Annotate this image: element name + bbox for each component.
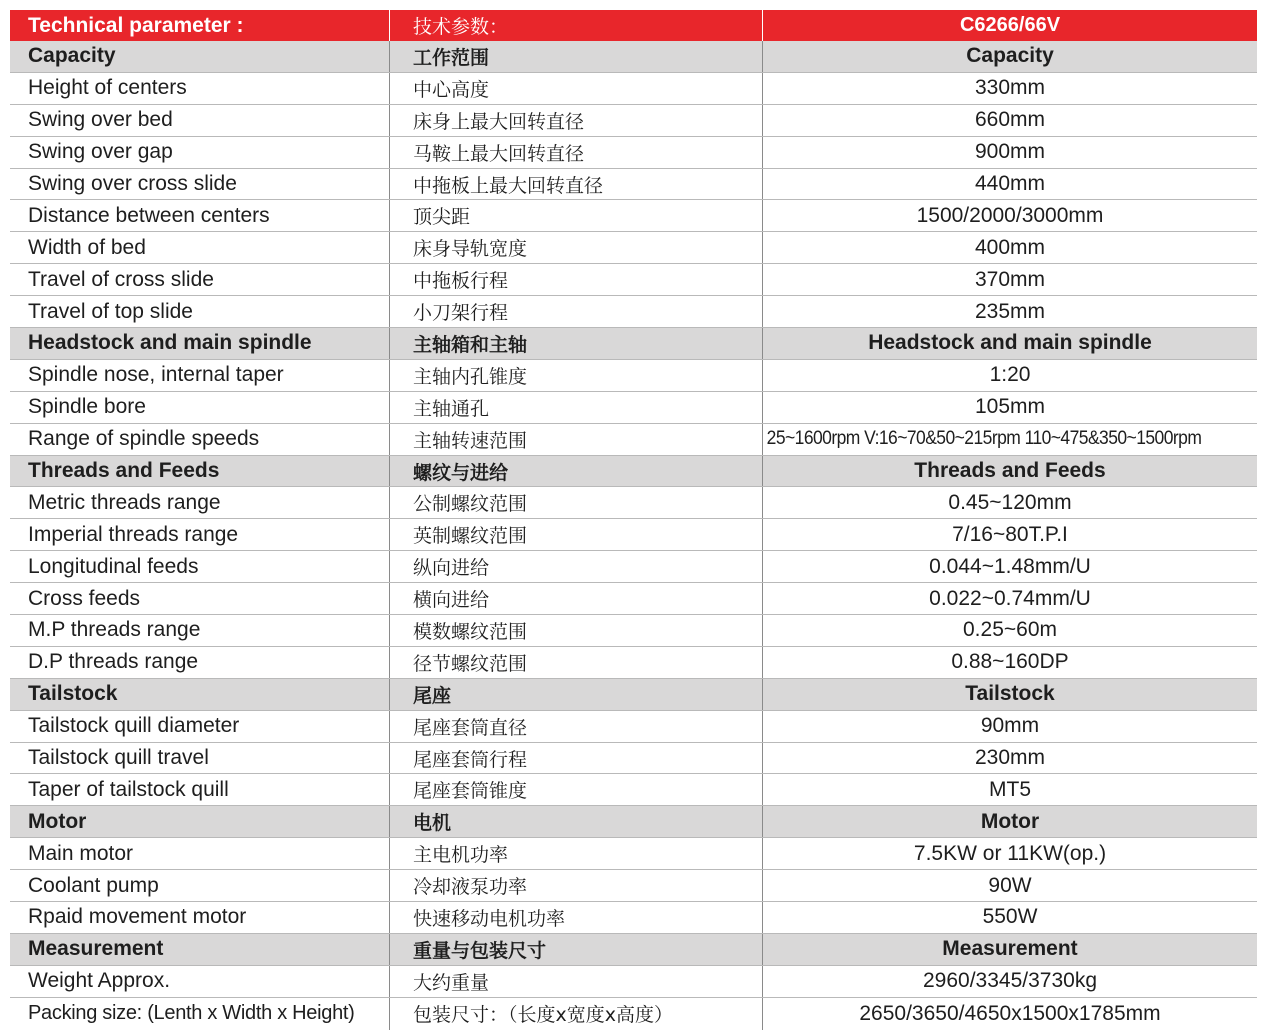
parameter-value: 550W xyxy=(982,905,1038,929)
section-title-en: Tailstock xyxy=(10,679,390,710)
parameter-name-cn: 主轴内孔锥度 xyxy=(390,360,763,391)
parameter-name: Rpaid movement motor xyxy=(10,902,390,933)
parameter-value: 0.044~1.48mm/U xyxy=(929,554,1091,578)
section-row xyxy=(10,328,1257,360)
table-row xyxy=(10,743,1257,775)
parameter-name: Tailstock quill travel xyxy=(10,743,390,774)
section-title-cn: 主轴箱和主轴 xyxy=(390,328,763,359)
parameter-value: 25~1600rpm V:16~70&50~215rpm 110~475&350~1500rpm xyxy=(766,428,1202,450)
parameter-value: 105mm xyxy=(974,395,1046,419)
parameter-value: 2650/3650/4650x1500x1785mm xyxy=(859,1001,1161,1025)
parameter-name-cn: 尾座套筒行程 xyxy=(390,743,763,774)
table-body xyxy=(10,41,1257,1030)
parameter-name: Travel of cross slide xyxy=(10,264,390,295)
table-row xyxy=(10,998,1257,1030)
table-row xyxy=(10,137,1257,169)
parameter-name-cn: 纵向进给 xyxy=(390,551,763,582)
parameter-value: MT5 xyxy=(989,777,1031,801)
table-row xyxy=(10,487,1257,519)
parameter-name: Tailstock quill diameter xyxy=(10,711,390,742)
parameter-name: Spindle nose, internal taper xyxy=(10,360,390,391)
parameter-name-cn: 小刀架行程 xyxy=(390,296,763,327)
parameter-name: Travel of top slide xyxy=(10,296,390,327)
table-row xyxy=(10,424,1257,456)
section-title-en: Motor xyxy=(10,806,390,837)
parameter-value: 230mm xyxy=(974,746,1046,770)
parameter-name-cn: 床身导轨宽度 xyxy=(390,232,763,263)
parameter-name: M.P threads range xyxy=(10,615,390,646)
parameter-value: 90mm xyxy=(980,714,1040,738)
parameter-value: 7.5KW or 11KW(op.) xyxy=(913,841,1107,865)
section-title-value: Measurement xyxy=(942,937,1078,961)
section-title-value: Motor xyxy=(980,809,1040,833)
parameter-name: Cross feeds xyxy=(10,583,390,614)
table-row xyxy=(10,870,1257,902)
parameter-name-cn: 主轴通孔 xyxy=(390,392,763,423)
table-row xyxy=(10,264,1257,296)
parameter-name-cn: 床身上最大回转直径 xyxy=(390,105,763,136)
parameter-name-cn: 冷却液泵功率 xyxy=(390,870,763,901)
parameter-name: Spindle bore xyxy=(10,392,390,423)
parameter-name-cn: 模数螺纹范围 xyxy=(390,615,763,646)
section-row xyxy=(10,934,1257,966)
parameter-name: Swing over gap xyxy=(10,137,390,168)
table-row xyxy=(10,551,1257,583)
section-title-cn: 重量与包装尺寸 xyxy=(390,934,763,965)
table-row xyxy=(10,296,1257,328)
parameter-name-cn: 横向进给 xyxy=(390,583,763,614)
section-row xyxy=(10,456,1257,488)
header-col-parameter: Technical parameter : xyxy=(10,10,390,41)
spec-table xyxy=(10,10,1257,1030)
section-title-value: Tailstock xyxy=(965,682,1055,706)
section-title-cn: 电机 xyxy=(390,806,763,837)
parameter-name: Distance between centers xyxy=(10,200,390,231)
table-row xyxy=(10,105,1257,137)
parameter-name-cn: 尾座套筒锥度 xyxy=(390,774,763,805)
parameter-name-cn: 大约重量 xyxy=(390,966,763,997)
parameter-name-cn: 中拖板上最大回转直径 xyxy=(390,169,763,200)
table-row xyxy=(10,360,1257,392)
parameter-name-cn: 快速移动电机功率 xyxy=(390,902,763,933)
table-row xyxy=(10,838,1257,870)
table-row xyxy=(10,774,1257,806)
parameter-value: 90W xyxy=(988,873,1032,897)
parameter-name-cn: 马鞍上最大回转直径 xyxy=(390,137,763,168)
parameter-value: 2960/3345/3730kg xyxy=(923,969,1097,993)
parameter-value: 0.25~60m xyxy=(963,618,1057,642)
parameter-value: 1500/2000/3000mm xyxy=(916,203,1104,227)
parameter-name-cn: 英制螺纹范围 xyxy=(390,519,763,550)
table-row xyxy=(10,966,1257,998)
table-row xyxy=(10,711,1257,743)
parameter-name: D.P threads range xyxy=(10,647,390,678)
table-row xyxy=(10,519,1257,551)
parameter-name: Height of centers xyxy=(10,73,390,104)
parameter-name: Metric threads range xyxy=(10,487,390,518)
table-row xyxy=(10,200,1257,232)
parameter-name-cn: 包装尺寸：（长度x宽度x高度） xyxy=(390,998,763,1030)
parameter-name: Width of bed xyxy=(10,232,390,263)
parameter-value: 7/16~80T.P.I xyxy=(952,522,1068,546)
section-title-value: Capacity xyxy=(966,44,1054,68)
table-row xyxy=(10,647,1257,679)
section-title-en: Measurement xyxy=(10,934,390,965)
parameter-name-cn: 公制螺纹范围 xyxy=(390,487,763,518)
parameter-name-cn: 顶尖距 xyxy=(390,200,763,231)
section-row xyxy=(10,41,1257,73)
parameter-name: Weight Approx. xyxy=(10,966,390,997)
table-row xyxy=(10,902,1257,934)
parameter-name: Imperial threads range xyxy=(10,519,390,550)
parameter-name: Coolant pump xyxy=(10,870,390,901)
parameter-value: 1:20 xyxy=(989,363,1031,387)
section-title-value: Threads and Feeds xyxy=(914,459,1106,483)
section-row xyxy=(10,679,1257,711)
parameter-name: Range of spindle speeds xyxy=(10,424,390,455)
parameter-name-cn: 径节螺纹范围 xyxy=(390,647,763,678)
section-title-cn: 尾座 xyxy=(390,679,763,710)
parameter-name: Packing size: (Lenth x Width x Height) xyxy=(10,998,390,1030)
parameter-name: Longitudinal feeds xyxy=(10,551,390,582)
section-title-cn: 螺纹与进给 xyxy=(390,456,763,487)
section-title-value: Headstock and main spindle xyxy=(868,331,1152,355)
parameter-value: 330mm xyxy=(974,76,1046,100)
parameter-name: Swing over bed xyxy=(10,105,390,136)
parameter-name: Main motor xyxy=(10,838,390,869)
table-header xyxy=(10,10,1257,41)
parameter-value: 440mm xyxy=(974,172,1046,195)
parameter-name-cn: 主轴转速范围 xyxy=(390,424,763,455)
parameter-name-cn: 尾座套筒直径 xyxy=(390,711,763,742)
parameter-value: 0.45~120mm xyxy=(948,490,1072,514)
parameter-value: 235mm xyxy=(974,299,1046,323)
parameter-value: 660mm xyxy=(974,108,1046,132)
parameter-value: 370mm xyxy=(974,267,1046,291)
parameter-name-cn: 中心高度 xyxy=(390,73,763,104)
header-col-chinese: 技术参数： xyxy=(390,10,763,41)
parameter-name-cn: 主电机功率 xyxy=(390,838,763,869)
table-row xyxy=(10,232,1257,264)
parameter-value: 400mm xyxy=(974,235,1046,259)
parameter-value: 0.022~0.74mm/U xyxy=(929,586,1091,610)
section-title-en: Headstock and main spindle xyxy=(10,328,390,359)
table-row xyxy=(10,583,1257,615)
table-row xyxy=(10,392,1257,424)
section-row xyxy=(10,806,1257,838)
table-row xyxy=(10,73,1257,105)
section-title-cn: 工作范围 xyxy=(390,41,763,72)
parameter-name-cn: 中拖板行程 xyxy=(390,264,763,295)
parameter-name: Swing over cross slide xyxy=(10,169,390,200)
header-col-model: C6266/66V xyxy=(959,14,1061,36)
parameter-name: Taper of tailstock quill xyxy=(10,774,390,805)
table-row xyxy=(10,169,1257,201)
table-row xyxy=(10,615,1257,647)
section-title-en: Threads and Feeds xyxy=(10,456,390,487)
parameter-value: 0.88~160DP xyxy=(951,650,1069,674)
parameter-value: 900mm xyxy=(974,140,1046,164)
section-title-en: Capacity xyxy=(10,41,390,72)
